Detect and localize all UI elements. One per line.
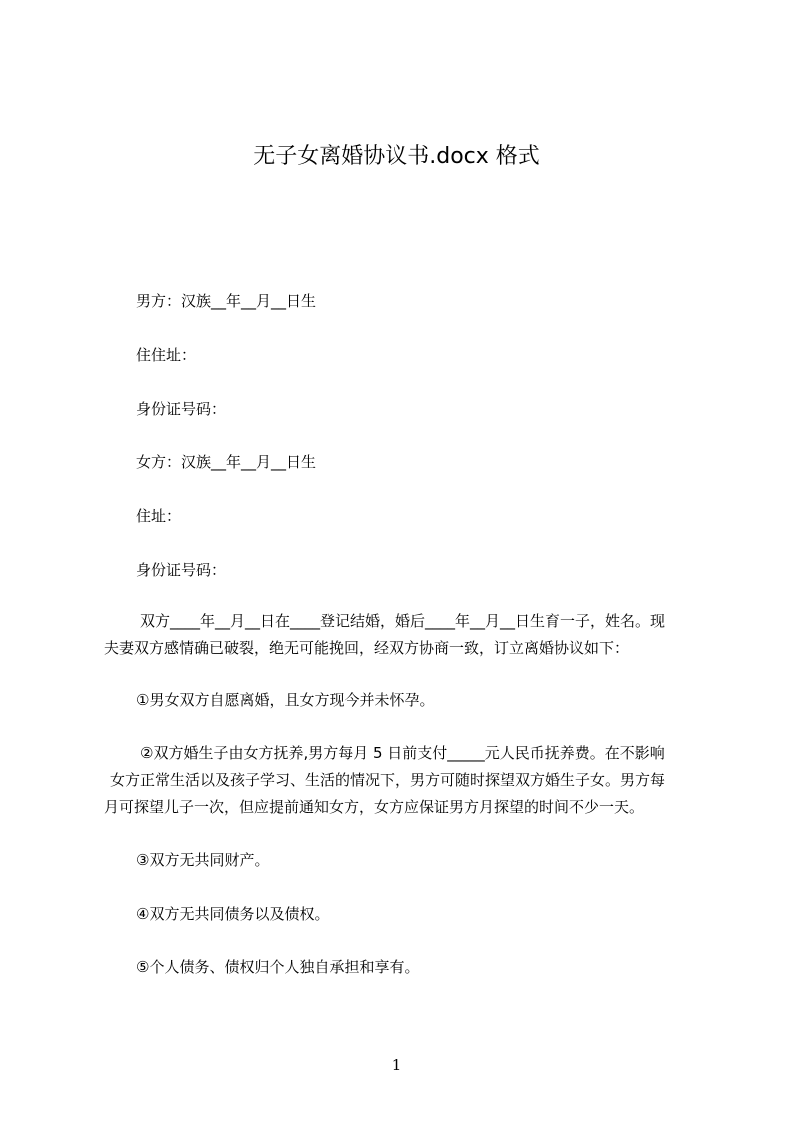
female-id-field: 身份证号码： (136, 561, 227, 579)
clause-2-line-1: ②双方婚生子由女方抚养,男方每月 5 日前支付_____元人民币抚养费。在不影响 (140, 744, 665, 762)
male-id-field: 身份证号码： (136, 400, 227, 418)
clause-4: ④双方无共同债务以及债权。 (136, 905, 330, 923)
clause-2-paragraph (104, 740, 704, 821)
male-address-field: 住住址： (136, 346, 197, 364)
female-party-field: 女方：汉族__年__月__日生 (136, 453, 317, 471)
clause-1: ①男女双方自愿离婚，且女方现今并未怀孕。 (136, 691, 435, 709)
page-number: 1 (391, 1056, 402, 1074)
female-address-field: 住址： (136, 507, 182, 525)
intro-line-1: 双方____年__月__日在____登记结婚，婚后____年__月__日生育一子，姓名。现 (140, 612, 666, 630)
clause-3: ③双方无共同财产。 (136, 851, 270, 869)
document-title: 无子女离婚协议书.docx 格式 (253, 144, 540, 169)
intro-paragraph (104, 608, 704, 662)
clause-2-line-3: 月可探望儿子一次，但应提前通知女方，女方应保证男方月探望的时间不少一天。 (104, 798, 645, 816)
male-party-field: 男方：汉族__年__月__日生 (136, 292, 317, 310)
clause-5: ⑤个人债务、债权归个人独自承担和享有。 (136, 958, 420, 976)
intro-line-2: 夫妻双方感情确已破裂，绝无可能挽回，经双方协商一致，订立离婚协议如下： (104, 639, 630, 657)
clause-2-line-2: 女方正常生活以及孩子学习、生活的情况下，男方可随时探望双方婚生子女。男方每 (110, 771, 666, 789)
